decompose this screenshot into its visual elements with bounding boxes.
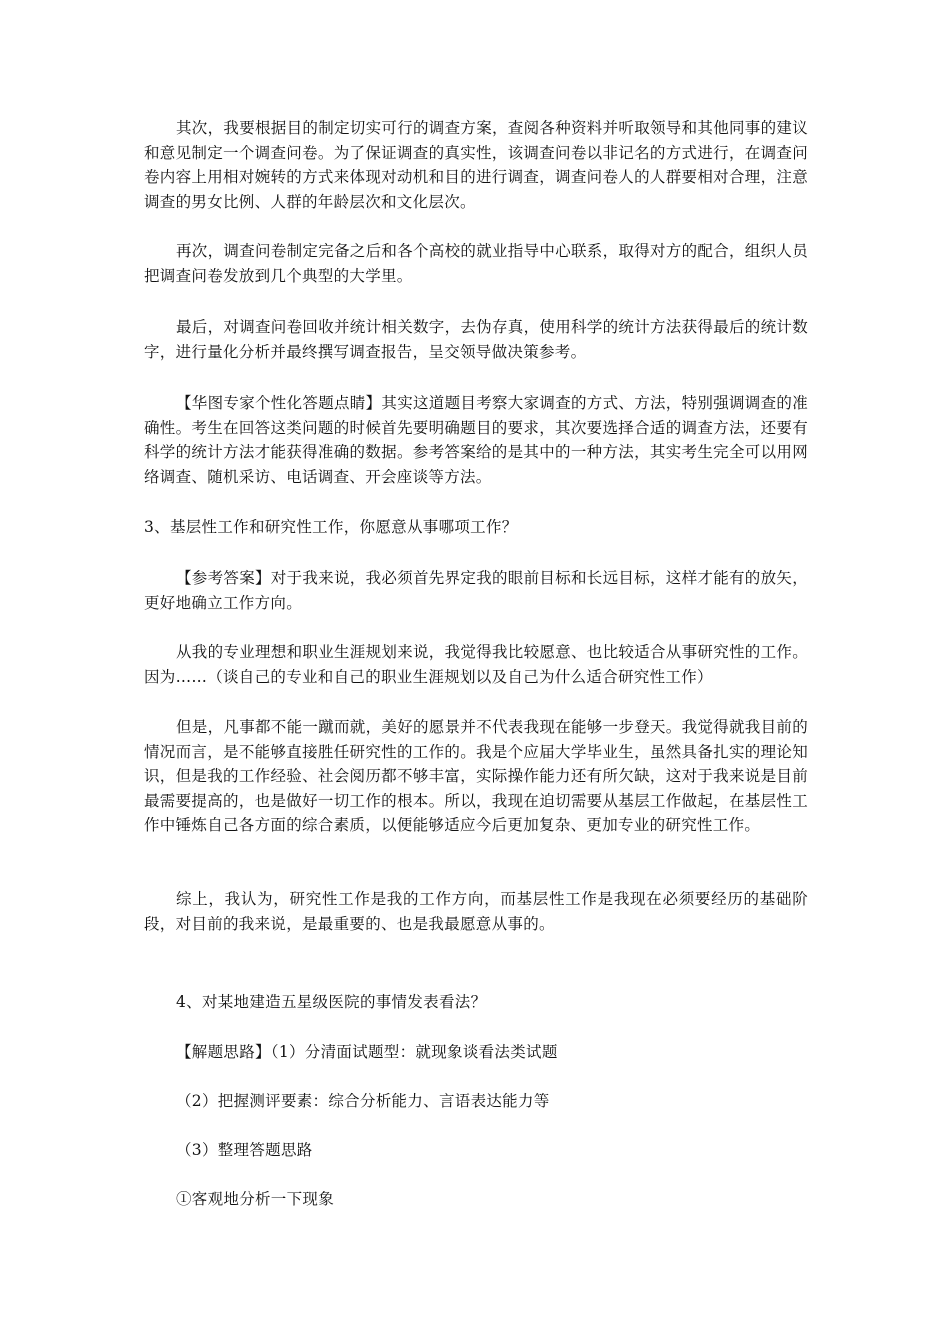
paragraph-career-plan: 从我的专业理想和职业生涯规划来说，我觉得我比较愿意、也比较适合从事研究性的工作。因为……（谈自己的专业和自己的职业生涯规划以及自己为什么适合研究性工作） bbox=[144, 643, 809, 686]
paragraph-distribution: 再次，调查问卷制定完备之后和各个高校的就业指导中心联系，取得对方的配合，组织人员把调查问卷发放到几个典型的大学里。 bbox=[144, 242, 809, 285]
analysis-step-line: ①客观地分析一下现象 bbox=[176, 1190, 335, 1208]
assessment-elements-line: （2）把握测评要素：综合分析能力、言语表达能力等 bbox=[176, 1092, 550, 1110]
question-3-heading: 3、基层性工作和研究性工作，你愿意从事哪项工作？ bbox=[144, 518, 518, 536]
answer-outline-line: （3）整理答题思路 bbox=[176, 1141, 313, 1159]
solution-idea-line: 【解题思路】（1）分清面试题型：就现象谈看法类试题 bbox=[176, 1043, 558, 1061]
paragraph-reference-answer: 【参考答案】对于我来说，我必须首先界定我的眼前目标和长远目标，这样才能有的放矢，更好地确立工作方向。 bbox=[144, 569, 809, 612]
paragraph-expert-comment: 【华图专家个性化答题点睛】其实这道题目考察大家调查的方式、方法，特别强调调查的准确性。考生在回答这类问题的时候首先要明确题目的要求，其次要选择合适的调查方法，还要有科学的统计方法才能获得准确的数据。参考答案给的是其中的一种方法，其实考生完全可以用网络调查、随机采访、电话调查、开会座谈等方法。 bbox=[144, 394, 809, 486]
paragraph-statistics: 最后，对调查问卷回收并统计相关数字，去伪存真，使用科学的统计方法获得最后的统计数字，进行量化分析并最终撰写调查报告，呈交领导做决策参考。 bbox=[144, 318, 809, 361]
paragraph-conclusion: 综上，我认为，研究性工作是我的工作方向，而基层性工作是我现在必须要经历的基础阶段，对目前的我来说，是最重要的、也是我最愿意从事的。 bbox=[144, 890, 808, 933]
paragraph-survey-plan: 其次，我要根据目的制定切实可行的调查方案，查阅各种资料并听取领导和其他同事的建议和意见制定一个调查问卷。为了保证调查的真实性，该调查问卷以非记名的方式进行，在调查问卷内容上用相对婉转的方式来体现对动机和目的进行调查，调查问卷人的人群要相对合理，注意调查的男女比例、人群的年龄层次和文化层次。 bbox=[144, 119, 809, 211]
question-4-heading: 4、对某地建造五星级医院的事情发表看法？ bbox=[176, 993, 487, 1011]
paragraph-grassroots-reason: 但是，凡事都不能一蹴而就，美好的愿景并不代表我现在能够一步登天。我觉得就我目前的情况而言，是不能够直接胜任研究性的工作的。我是个应届大学毕业生，虽然具备扎实的理论知识，但是我的工作经验、社会阅历都不够丰富，实际操作能力还有所欠缺，这对于我来说是目前最需要提高的，也是做好一切工作的根本。所以，我现在迫切需要从基层工作做起，在基层性工作中锤炼自己各方面的综合素质，以便能够适应今后更加复杂、更加专业的研究性工作。 bbox=[144, 718, 809, 834]
